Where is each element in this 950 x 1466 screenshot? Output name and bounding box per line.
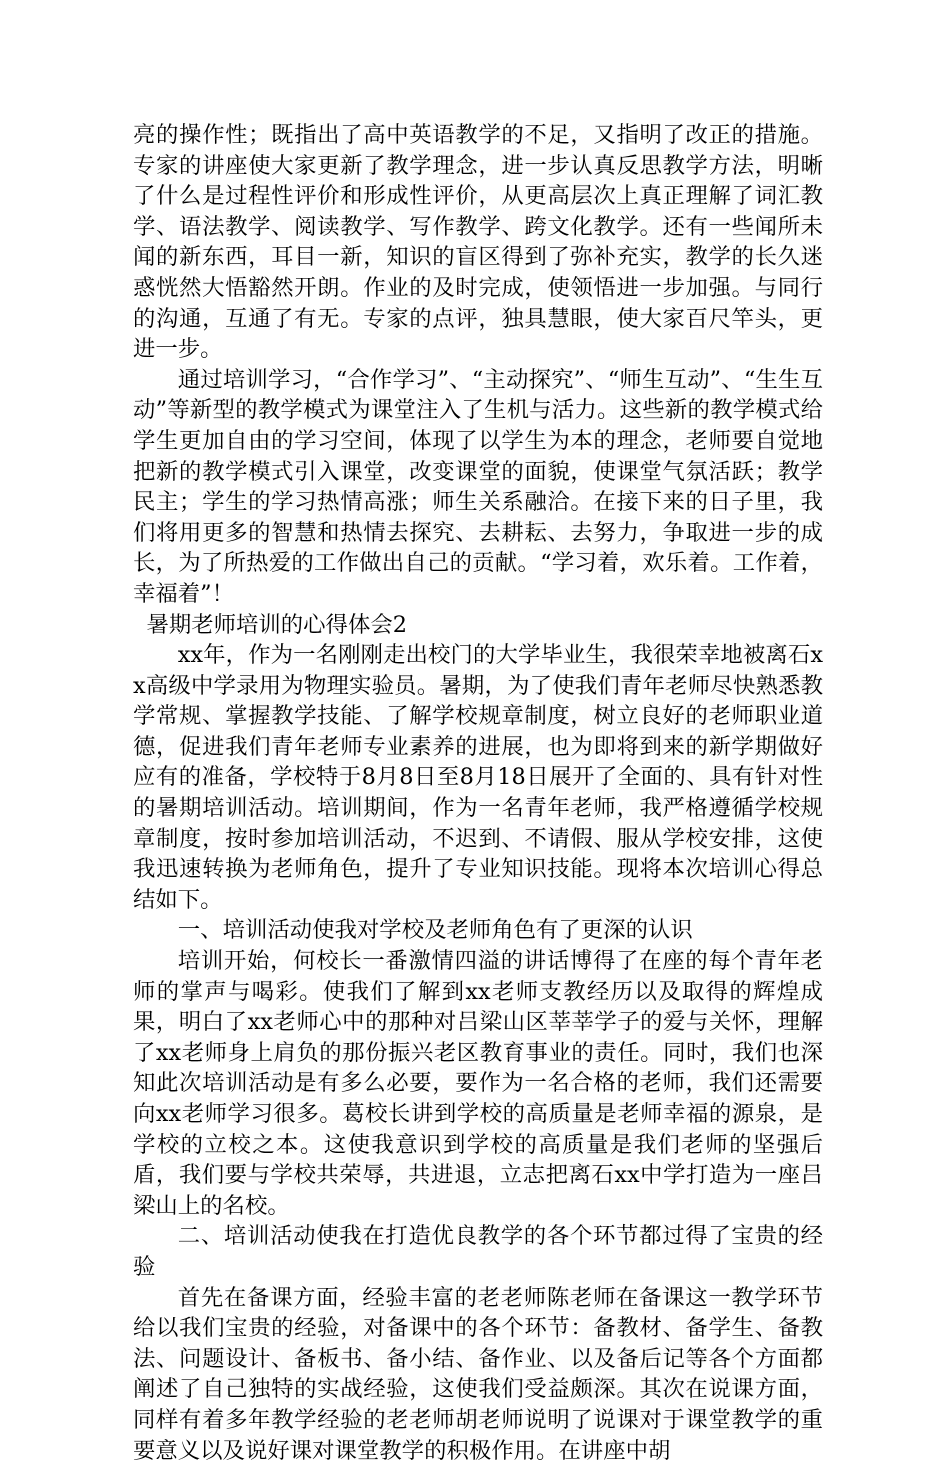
section-subtitle: 暑期老师培训的心得体会2 [146,611,407,638]
paragraph-1: 亮的操作性；既指出了高中英语教学的不足，又指明了改正的措施。专家的讲座使大家更新了教学理念，进一步认真反思教学方法，明晰了什么是过程性评价和形成性评价，从更高层次上真正理解了词汇教学、语法教学、阅读教学、写作教学、跨文化教学。还有一些闻所未闻的新东西，耳目一新，知识的盲区得到了弥补充实，教学的长久迷惑恍然大悟豁然开朗。作业的及时完成，使领悟进一步加强。与同行的沟通，互通了有无。专家的点评，独具慧眼，使大家百尺竿头，更进一步。 [133,122,823,363]
paragraph-5: 首先在备课方面，经验丰富的老老师陈老师在备课这一教学环节给以我们宝贵的经验，对备课中的各个环节：备教材、备学生、备教法、问题设计、备板书、备小结、备作业、以及备后记等各个方面都阐述了自己独特的实战经验，这使我们受益颇深。其次在说课方面，同样有着多年教学经验的老老师胡老师说明了说课对于课堂教学的重要意义以及说好课对课堂教学的积极作用。在讲座中胡 [133,1284,823,1464]
paragraph-4: 培训开始，何校长一番激情四溢的讲话博得了在座的每个青年老师的掌声与喝彩。使我们了解到xx老师支教经历以及取得的辉煌成果，明白了xx老师心中的那种对吕梁山区莘莘学子的爱与关怀，理解了xx老师身上肩负的那份振兴老区教育事业的责任。同时，我们也深知此次培训活动是有多么必要，要作为一名合格的老师，我们还需要向xx老师学习很多。葛校长讲到学校的高质量是老师幸福的源泉，是学校的立校之本。这使我意识到学校的高质量是我们老师的坚强后盾，我们要与学校共荣辱，共进退，立志把离石xx中学打造为一座吕梁山上的名校。 [133,948,823,1219]
paragraph-3: xx年，作为一名刚刚走出校门的大学毕业生，我很荣幸地被离石xx高级中学录用为物理实验员。暑期，为了使我们青年老师尽快熟悉教学常规、掌握教学技能、了解学校规章制度，树立良好的老师职业道德，促进我们青年老师专业素养的进展，也为即将到来的新学期做好应有的准备，学校特于8月8日至8月18日展开了全面的、具有针对性的暑期培训活动。培训期间，作为一名青年老师，我严格遵循学校规章制度，按时参加培训活动，不迟到、不请假、服从学校安排，这使我迅速转换为老师角色，提升了专业知识技能。现将本次培训心得总结如下。 [133,642,823,913]
section-heading-2: 二、培训活动使我在打造优良教学的各个环节都过得了宝贵的经验 [133,1223,823,1280]
section-heading-1: 一、培训活动使我对学校及老师角色有了更深的认识 [177,917,693,944]
document-body [133,120,823,1466]
paragraph-2: 通过培训学习，“合作学习”、“主动探究”、“师生互动”、“生生互动”等新型的教学模式为课堂注入了生机与活力。这些新的教学模式给学生更加自由的学习空间，体现了以学生为本的理念，老师要自觉地把新的教学模式引入课堂，改变课堂的面貌，使课堂气氛活跃；教学民主；学生的学习热情高涨；师生关系融洽。在接下来的日子里，我们将用更多的智慧和热情去探究、去耕耘、去努力，争取进一步的成长，为了所热爱的工作做出自己的贡献。“学习着，欢乐着。工作着，幸福着”！ [133,366,823,607]
